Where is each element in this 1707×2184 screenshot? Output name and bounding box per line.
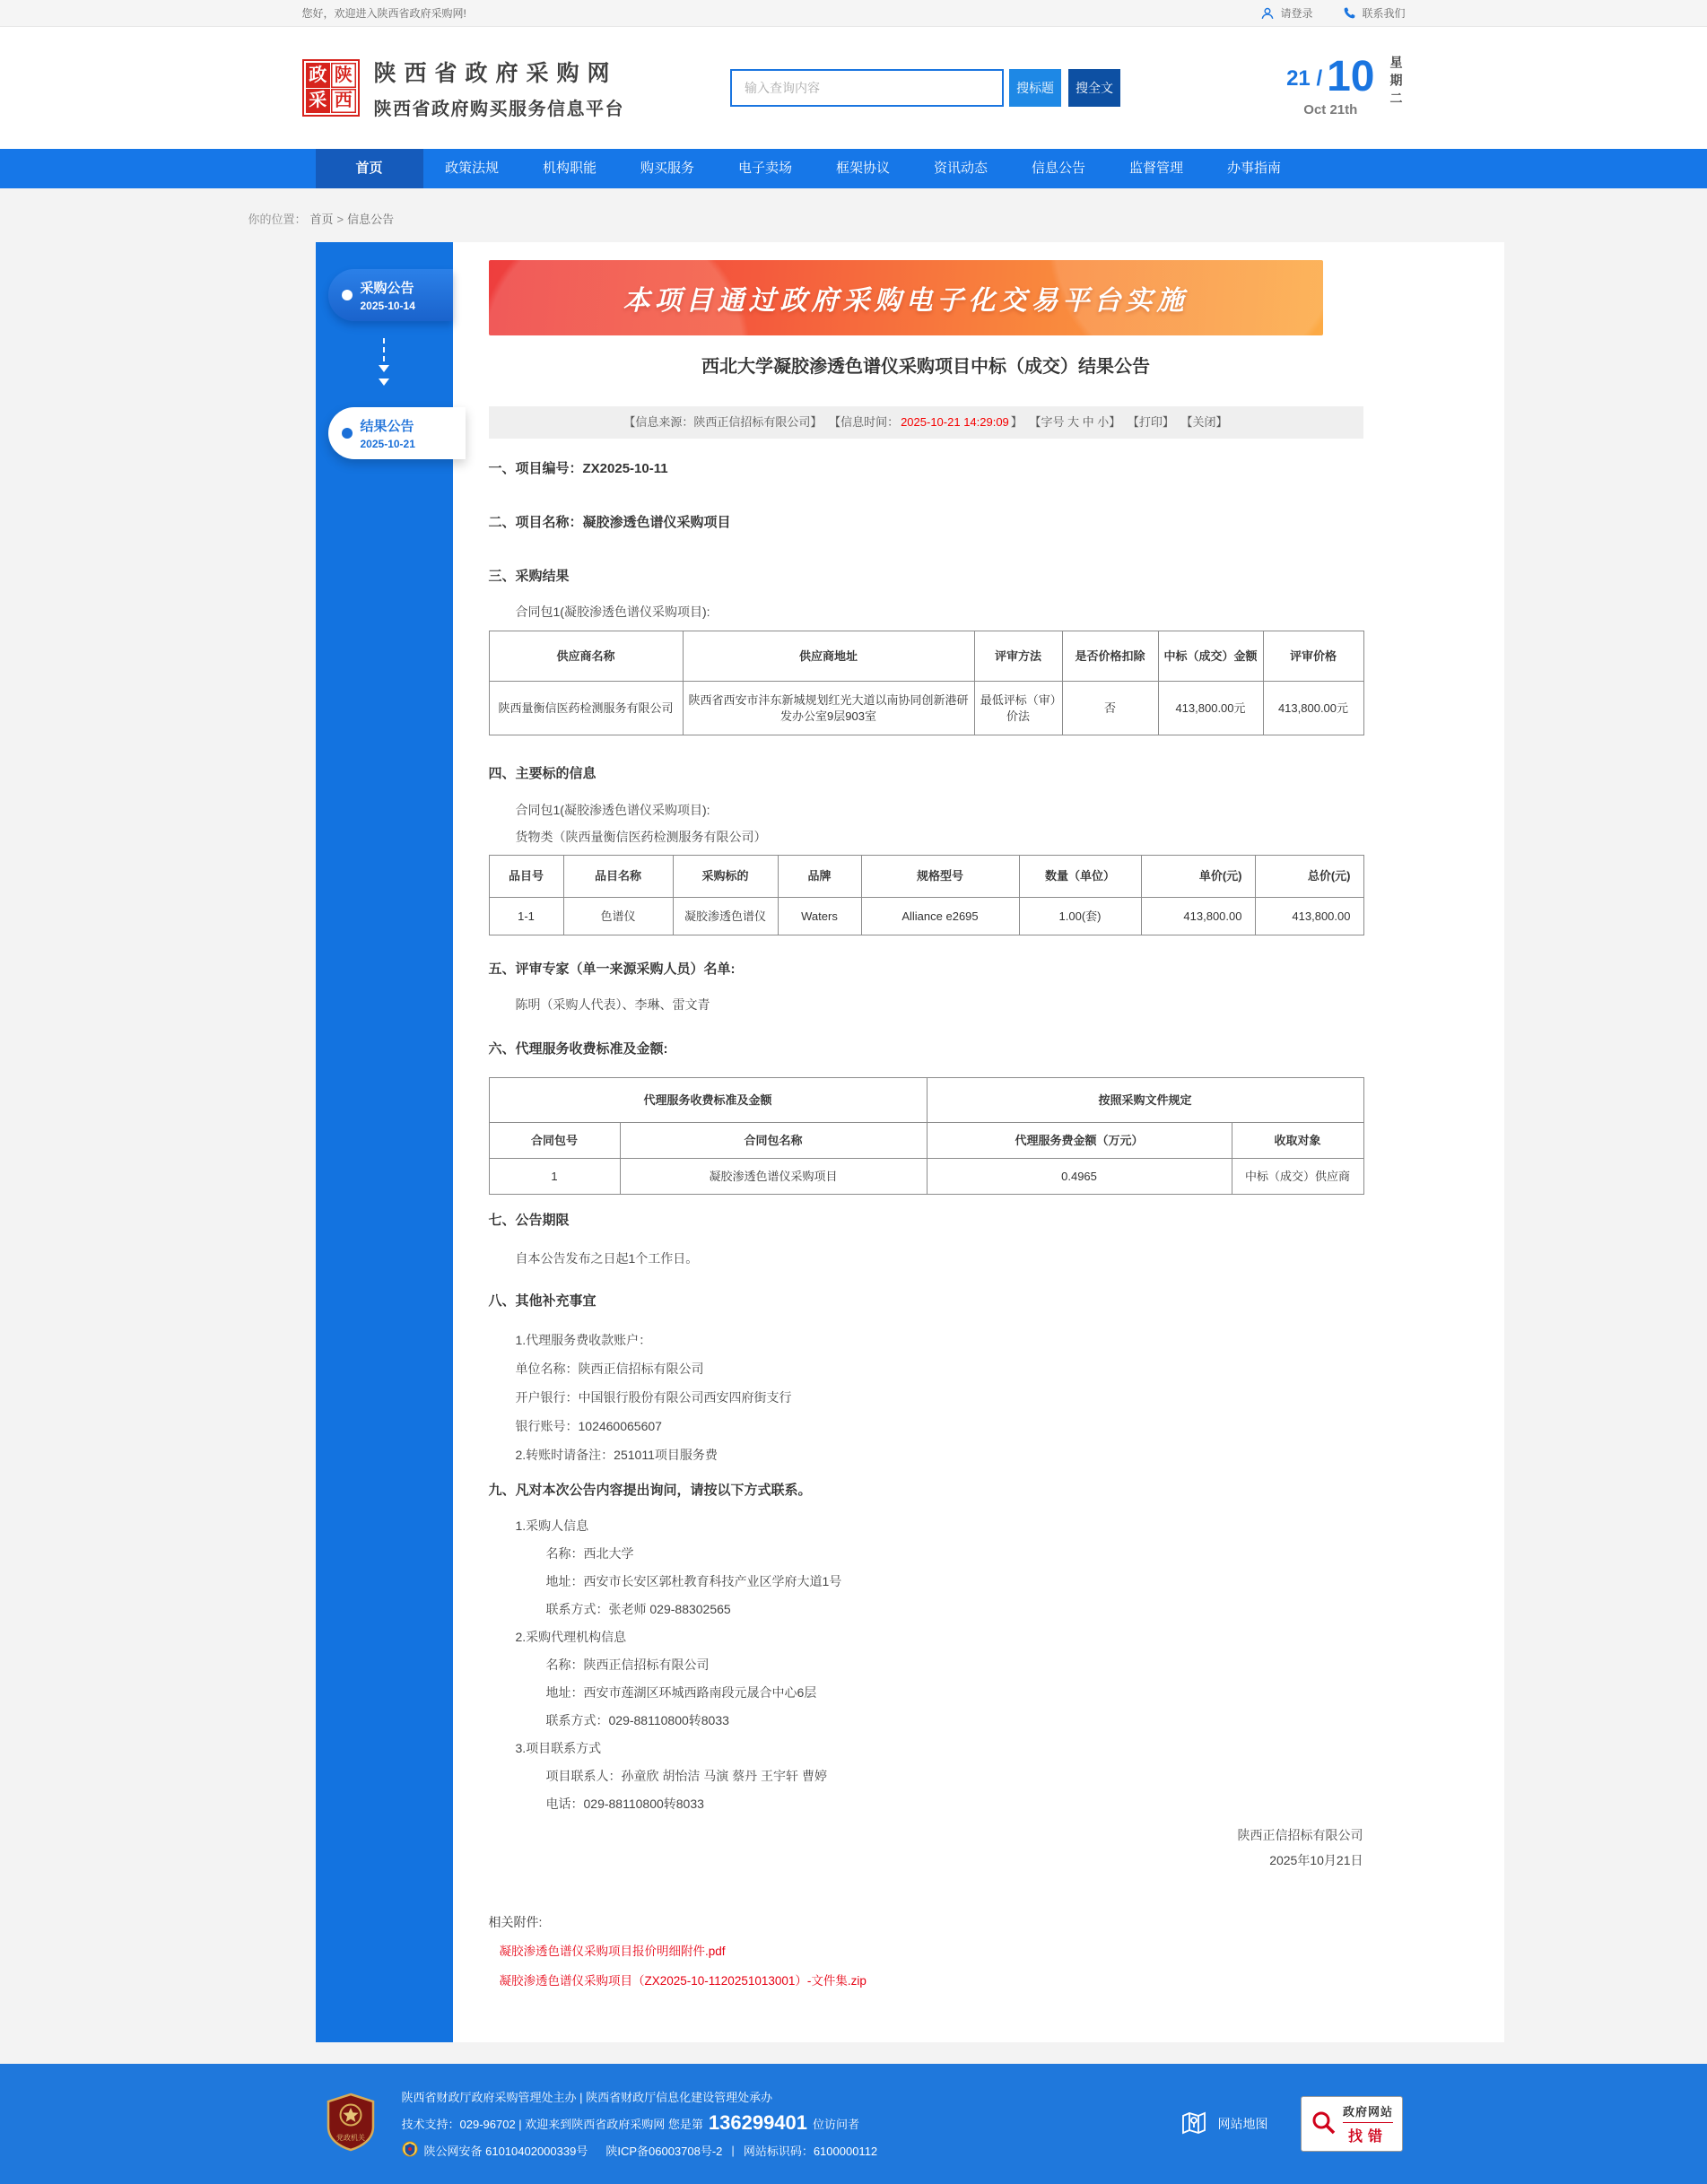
nav-item-guide[interactable]: 办事指南 bbox=[1226, 161, 1281, 176]
police-badge-icon bbox=[402, 2141, 424, 2160]
cell-unit-price: 413,800.00 bbox=[1141, 898, 1255, 935]
section-3-heading: 三、采购结果 bbox=[488, 569, 570, 584]
site-id-text: 网站标识码：6100000112 bbox=[743, 2145, 878, 2158]
cell-fee-payer: 中标（成交）供应商 bbox=[1232, 1159, 1363, 1195]
col-header: 供应商地址 bbox=[683, 631, 974, 682]
section-3-intro: 合同包1(凝胶渗透色谱仪采购项目): bbox=[515, 605, 710, 619]
meta-source: 【信息来源：陕西正信招标有限公司】 bbox=[623, 415, 823, 429]
col-header: 供应商名称 bbox=[489, 631, 683, 682]
seal-char: 采 bbox=[306, 89, 331, 114]
cell-total-price: 413,800.00 bbox=[1255, 898, 1363, 935]
nav-item-policy[interactable]: 政策法规 bbox=[444, 161, 499, 176]
progress-sidebar bbox=[316, 242, 453, 2042]
contact-link[interactable] bbox=[1343, 5, 1405, 21]
article-card bbox=[453, 242, 1504, 2042]
seal-char: 西 bbox=[331, 89, 356, 114]
table-row bbox=[489, 1159, 1363, 1195]
cell-fee-amount: 0.4965 bbox=[927, 1159, 1232, 1195]
col-header: 总价(元) bbox=[1255, 856, 1363, 898]
section-1-heading: 一、项目编号：ZX2025-10-11 bbox=[488, 461, 668, 476]
article-meta bbox=[489, 406, 1363, 439]
col-header: 评审价格 bbox=[1263, 631, 1363, 682]
meta-time-suffix: 】 bbox=[1010, 415, 1023, 429]
col-header: 单价(元) bbox=[1141, 856, 1255, 898]
step-title: 结果公告 bbox=[360, 419, 414, 434]
section-4-heading: 四、主要标的信息 bbox=[488, 766, 597, 781]
sitemap-label: 网站地图 bbox=[1217, 2117, 1268, 2131]
nav-item-announcements[interactable]: 信息公告 bbox=[1031, 161, 1085, 176]
print-button[interactable]: 【打印】 bbox=[1127, 415, 1174, 429]
section-4-intro2: 货物类（陕西量衡信医药检测服务有限公司） bbox=[515, 830, 767, 844]
cell-package-no: 1 bbox=[489, 1159, 620, 1195]
welcome-text: 您好，欢迎进入陕西省政府采购网! bbox=[301, 7, 466, 20]
cell-item-no: 1-1 bbox=[489, 898, 563, 935]
user-icon bbox=[1260, 6, 1275, 21]
cell-brand: Waters bbox=[778, 898, 861, 935]
col-header: 合同包号 bbox=[489, 1123, 620, 1159]
font-size-control[interactable]: 【字号 大 中 小】 bbox=[1029, 415, 1121, 429]
login-label: 请登录 bbox=[1280, 7, 1313, 20]
agency-fee-table bbox=[489, 1077, 1364, 1195]
section-8-line: 2.转账时请备注：251011项目服务费 bbox=[515, 1448, 718, 1462]
close-button[interactable]: 【关闭】 bbox=[1180, 415, 1228, 429]
site-logo[interactable] bbox=[302, 56, 625, 120]
contact-label: 联系我们 bbox=[1362, 7, 1406, 20]
banner-text: 本项目通过政府采购电子化交易平台实施 bbox=[623, 286, 1189, 316]
col-header: 按照采购文件规定 bbox=[927, 1078, 1363, 1123]
table-merged-header-row bbox=[489, 1078, 1363, 1123]
section-9-line: 电话：029-88110800转8033 bbox=[545, 1797, 704, 1811]
search-title-button[interactable]: 搜标题 bbox=[1009, 69, 1061, 107]
footer-separator: | bbox=[731, 2144, 735, 2157]
section-8-line: 开户银行：中国银行股份有限公司西安四府街支行 bbox=[515, 1390, 792, 1405]
step-date: 2025-10-14 bbox=[360, 300, 415, 312]
col-header: 品牌 bbox=[778, 856, 861, 898]
table-row bbox=[489, 682, 1363, 735]
section-9-line: 地址：西安市莲湖区环城西路南段元晟合中心6层 bbox=[545, 1685, 817, 1700]
site-header bbox=[0, 27, 1707, 149]
section-9-line: 2.采购代理机构信息 bbox=[515, 1630, 627, 1644]
sitemap-link[interactable] bbox=[1180, 2109, 1268, 2140]
nav-item-home[interactable]: 首页 bbox=[316, 149, 423, 188]
col-header: 代理服务费金额（万元） bbox=[927, 1123, 1232, 1159]
cell-item-name: 色谱仪 bbox=[563, 898, 673, 935]
search-bar bbox=[730, 69, 1120, 107]
section-8-line: 单位名称：陕西正信招标有限公司 bbox=[515, 1362, 704, 1376]
nav-item-supervision[interactable]: 监督管理 bbox=[1128, 161, 1183, 176]
table-header-row bbox=[489, 1123, 1363, 1159]
search-fulltext-button[interactable]: 搜全文 bbox=[1068, 69, 1120, 107]
section-9-line: 联系方式：029-88110800转8033 bbox=[545, 1713, 729, 1727]
error-report-badge[interactable] bbox=[1301, 2096, 1403, 2152]
col-header: 中标（成交）金额 bbox=[1158, 631, 1263, 682]
col-header: 评审方法 bbox=[974, 631, 1062, 682]
map-icon bbox=[1180, 2109, 1208, 2140]
col-header: 数量（单位） bbox=[1019, 856, 1141, 898]
beian-link[interactable]: 陕公网安备 61010402000339号 bbox=[423, 2145, 588, 2158]
search-input[interactable] bbox=[730, 69, 1004, 107]
content-area bbox=[0, 242, 1707, 2042]
step-dot-icon bbox=[342, 428, 353, 439]
section-2-heading: 二、项目名称：凝胶渗透色谱仪采购项目 bbox=[488, 515, 731, 530]
footer-line3 bbox=[402, 2141, 878, 2160]
nav-item-news[interactable]: 资讯动态 bbox=[933, 161, 988, 176]
col-header: 是否价格扣除 bbox=[1062, 631, 1158, 682]
magnifier-icon bbox=[1310, 2109, 1337, 2140]
svg-text:党政机关: 党政机关 bbox=[335, 2133, 365, 2142]
section-9-line: 1.采购人信息 bbox=[515, 1518, 589, 1533]
breadcrumb-row bbox=[0, 188, 1707, 242]
step-result-notice[interactable] bbox=[328, 407, 466, 459]
cell-award-amount: 413,800.00元 bbox=[1158, 682, 1263, 735]
nav-item-framework[interactable]: 框架协议 bbox=[835, 161, 890, 176]
breadcrumb bbox=[204, 188, 1504, 227]
platform-banner bbox=[489, 260, 1323, 335]
meta-time-prefix: 【信息时间： bbox=[829, 415, 900, 429]
table-row bbox=[489, 898, 1363, 935]
footer-organizer-text: 陕西省财政厅政府采购管理处主办 | 陕西省财政厅信息化建设管理处承办 bbox=[401, 2091, 773, 2104]
nav-item-e-mall[interactable]: 电子卖场 bbox=[737, 161, 792, 176]
date-widget bbox=[1286, 53, 1405, 120]
col-header: 品目号 bbox=[489, 856, 563, 898]
date-english: Oct 21th bbox=[1303, 102, 1358, 117]
government-emblem-icon bbox=[325, 2093, 377, 2156]
icp-link[interactable]: 陕ICP备06003708号-2 bbox=[605, 2145, 723, 2158]
step-dot-icon bbox=[342, 290, 353, 300]
breadcrumb-current-link[interactable]: 信息公告 bbox=[347, 213, 395, 226]
login-link[interactable] bbox=[1260, 5, 1312, 21]
date-month: 10 bbox=[1327, 53, 1375, 100]
breadcrumb-home-link[interactable]: 首页 bbox=[309, 213, 334, 226]
article-title: 西北大学凝胶渗透色谱仪采购项目中标（成交）结果公告 bbox=[701, 357, 1150, 377]
step-date: 2025-10-21 bbox=[360, 438, 415, 450]
table-header-row bbox=[489, 856, 1363, 898]
seal-char: 政 bbox=[306, 63, 331, 88]
date-day: 21 / bbox=[1286, 66, 1323, 91]
table-header-row bbox=[489, 631, 1363, 682]
footer-line2 bbox=[402, 2111, 878, 2135]
cell-review-method: 最低评标（审）价法 bbox=[974, 682, 1062, 735]
section-9-line: 3.项目联系方式 bbox=[515, 1741, 602, 1755]
section-8-heading: 八、其他补充事宜 bbox=[488, 1293, 597, 1309]
nav-item-org-functions[interactable]: 机构职能 bbox=[542, 161, 597, 176]
cell-review-price: 413,800.00元 bbox=[1263, 682, 1363, 735]
cell-price-deduction: 否 bbox=[1062, 682, 1158, 735]
section-8-line: 银行账号：102460065607 bbox=[515, 1419, 662, 1433]
date-weekday: 星期二 bbox=[1389, 56, 1404, 109]
col-header: 收取对象 bbox=[1232, 1123, 1363, 1159]
section-7-heading: 七、公告期限 bbox=[488, 1213, 570, 1228]
section-4-intro1: 合同包1(凝胶渗透色谱仪采购项目): bbox=[515, 803, 710, 817]
nav-item-purchase-services[interactable]: 购买服务 bbox=[640, 161, 694, 176]
section-7-body: 自本公告发布之日起1个工作日。 bbox=[515, 1251, 699, 1266]
breadcrumb-separator: > bbox=[336, 213, 344, 226]
visitor-count: 136299401 bbox=[708, 2111, 808, 2134]
cell-model: Alliance e2695 bbox=[861, 898, 1019, 935]
section-5-body: 陈明（采购人代表）、李琳、雷文青 bbox=[515, 997, 710, 1012]
meta-time: 2025-10-21 14:29:09 bbox=[901, 415, 1009, 429]
section-9-line: 名称：陕西正信招标有限公司 bbox=[545, 1658, 710, 1672]
section-9-line: 联系方式：张老师 029-88302565 bbox=[545, 1602, 731, 1616]
step-title: 采购公告 bbox=[360, 281, 414, 296]
attachment-link-zip[interactable]: 凝胶渗透色谱仪采购项目（ZX2025-10-1120251013001）-文件集.zip bbox=[499, 1974, 867, 1988]
section-9-line: 名称：西北大学 bbox=[545, 1546, 634, 1561]
items-table bbox=[489, 855, 1364, 935]
footer-support-text: 技术支持：029-96702 | 欢迎来到陕西省政府采购网 您是第 bbox=[401, 2117, 703, 2131]
footer-visitor-suffix: 位访问者 bbox=[813, 2117, 860, 2131]
topbar bbox=[0, 0, 1707, 27]
col-header: 品目名称 bbox=[563, 856, 673, 898]
signature-company: 陕西正信招标有限公司 bbox=[1237, 1828, 1363, 1842]
cell-package-name: 凝胶渗透色谱仪采购项目 bbox=[620, 1159, 927, 1195]
section-5-heading: 五、评审专家（单一来源采购人员）名单: bbox=[488, 961, 736, 977]
col-header: 合同包名称 bbox=[620, 1123, 927, 1159]
section-9-line: 地址：西安市长安区郭杜教育科技产业区学府大道1号 bbox=[545, 1574, 842, 1588]
site-title: 陕西省政府采购网 bbox=[373, 61, 618, 86]
seal-char: 陕 bbox=[331, 63, 356, 88]
down-arrow-icon bbox=[316, 321, 453, 407]
breadcrumb-label: 你的位置： bbox=[248, 213, 307, 226]
cell-supplier-address: 陕西省西安市沣东新城规划红光大道以南协同创新港研发办公室9层903室 bbox=[683, 682, 974, 735]
attachment-link-pdf[interactable]: 凝胶渗透色谱仪采购项目报价明细附件.pdf bbox=[499, 1945, 726, 1958]
signature-date: 2025年10月21日 bbox=[1269, 1853, 1363, 1867]
cell-quantity: 1.00(套) bbox=[1019, 898, 1141, 935]
phone-icon bbox=[1343, 6, 1356, 20]
section-9-line: 项目联系人：孙童欣 胡怡洁 马演 蔡丹 王宇轩 曹婷 bbox=[545, 1769, 827, 1783]
cell-supplier-name: 陕西量衡信医药检测服务有限公司 bbox=[489, 682, 683, 735]
error-badge-title: 政府网站 bbox=[1342, 2105, 1393, 2119]
error-badge-subtitle: 找错 bbox=[1343, 2122, 1393, 2145]
step-procurement-notice[interactable] bbox=[328, 269, 453, 321]
seal-logo-icon bbox=[302, 59, 360, 117]
result-table bbox=[489, 631, 1364, 735]
main-nav bbox=[0, 149, 1707, 188]
col-header: 采购标的 bbox=[673, 856, 778, 898]
footer-line1 bbox=[402, 2088, 878, 2105]
site-footer bbox=[0, 2064, 1707, 2184]
col-header: 规格型号 bbox=[861, 856, 1019, 898]
site-subtitle: 陕西省政府购买服务信息平台 bbox=[373, 100, 624, 119]
section-9-heading: 九、凡对本次公告内容提出询问，请按以下方式联系。 bbox=[488, 1483, 812, 1498]
cell-subject: 凝胶渗透色谱仪 bbox=[673, 898, 778, 935]
section-6-heading: 六、代理服务收费标准及金额: bbox=[488, 1041, 668, 1057]
attachments-label: 相关附件: bbox=[488, 1915, 543, 1929]
section-8-line: 1.代理服务费收款账户： bbox=[515, 1333, 652, 1347]
col-header: 代理服务收费标准及金额 bbox=[489, 1078, 927, 1123]
